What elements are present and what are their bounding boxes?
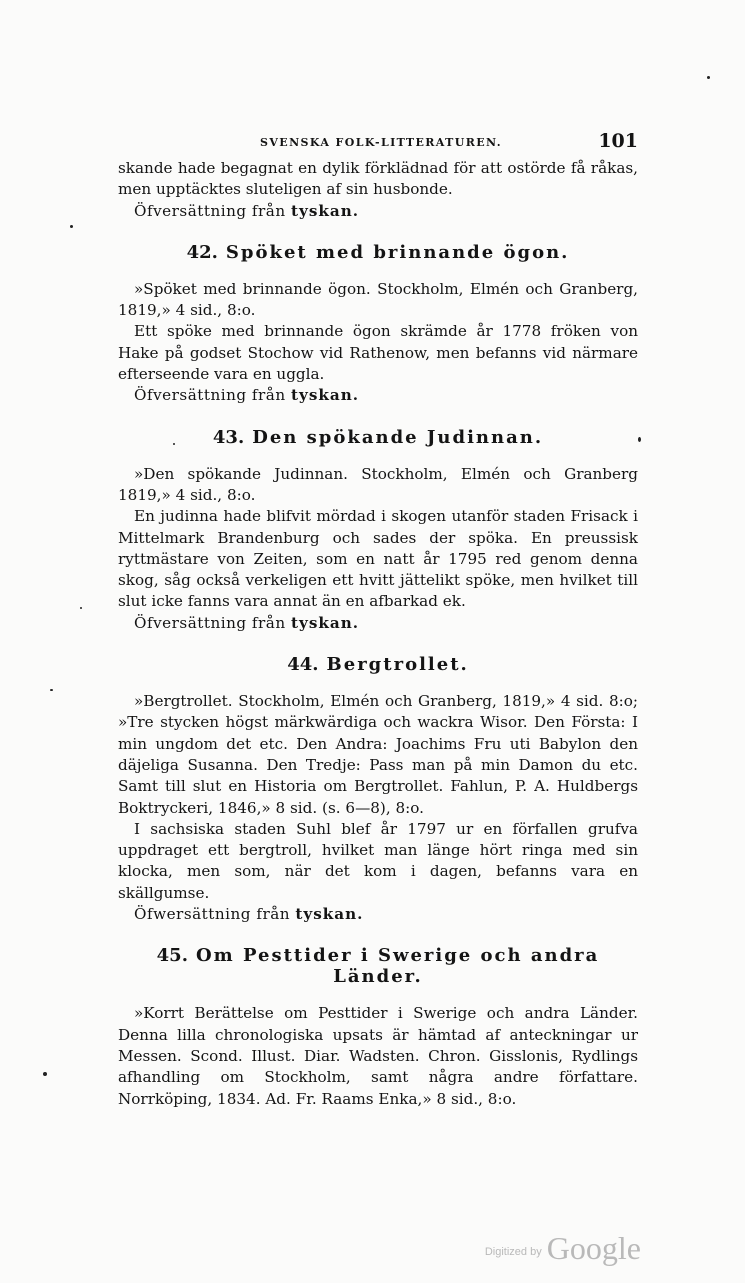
running-head: [118, 130, 638, 158]
body-paragraph: En judinna hade blifvit mördad i skogen utanför staden Frisack i Mittelmark Brandenburg och sades der spöka. En preussisk ryttmästare von Zeiten, som en natt år 1795 red genom denna skog, såg också verkeligen ett hvitt jättelikt spöke, men hvilket till slut icke fanns vara annat än en afbarkad ek.: [118, 507, 638, 611]
section-number: 45.: [156, 945, 188, 967]
margin-speck: [638, 437, 641, 442]
body-paragraph: »Bergtrollet. Stockholm, Elmén och Granberg, 1819,» 4 sid. 8:o; »Tre stycken högst märkwärdiga och wackra Wisor. Den Första: I min ungdom det etc. Den Andra: Joachims Fru uti Babylon den däjeliga Susanna. Den Tredje: Pass man på min Damon du etc. Samt till slut en Historia om Bergtrollet. Fahlun, P. A. Huldbergs Boktryckeri, 1846,» 8 sid. (s. 6—8), 8:o.: [118, 692, 638, 817]
body-paragraph: »Spöket med brinnande ögon. Stockholm, Elmén och Granberg, 1819,» 4 sid., 8:o.: [118, 279, 638, 320]
margin-speck: [173, 443, 175, 445]
translation-note: [118, 385, 638, 406]
section-heading: [118, 654, 638, 675]
translation-language: tyskan.: [290, 201, 360, 220]
book-page: [118, 130, 638, 1110]
translation-language: tyskan.: [290, 613, 360, 632]
section-title: Spöket med brinnande ögon.: [225, 241, 570, 263]
translation-prefix: Öfversättning från: [134, 201, 286, 220]
margin-speck: [80, 607, 82, 609]
translation-prefix: Öfwersättning från: [134, 905, 291, 924]
margin-speck: [43, 1072, 47, 1076]
watermark-prefix: Digitized by: [484, 1246, 542, 1258]
digitized-by-google-watermark: [485, 1230, 641, 1267]
margin-speck: [50, 689, 53, 691]
section-number: 42.: [186, 241, 218, 263]
section-title: Om Pesttider i Swerige och andra Länder.: [195, 945, 600, 988]
section-heading: [118, 242, 638, 263]
section-title: Bergtrollet.: [326, 654, 469, 676]
body-paragraph: Ett spöke med brinnande ögon skrämde år 1778 fröken von Hake på godset Stochow vid Rathenow, men befanns vid närmare efterseende vara en uggla.: [118, 322, 638, 384]
body-paragraph: »Den spökande Judinnan. Stockholm, Elmén och Granberg 1819,» 4 sid., 8:o.: [118, 464, 638, 504]
body-paragraph: »Korrt Berättelse om Pesttider i Swerige och andra Länder. Denna lilla chronologiska upsats är hämtad af anteckningar ur Messen. Scond. Illust. Diar. Wadsten. Chron. Gisslonis, Rydlings afhandling om Stockholm, samt några andre författare. Norrköping, 1834. Ad. Fr. Raams Enka,» 8 sid., 8:o.: [118, 1004, 638, 1108]
section-heading: [118, 427, 638, 448]
body-paragraph: skande hade begagnat en dylik förklädnad för att ostörde få råkas, men upptäcktes sluteligen af sin husbonde.: [118, 159, 638, 199]
margin-speck: [70, 225, 73, 228]
running-title: SVENSKA FOLK-LITTERATUREN.: [260, 136, 502, 149]
translation-prefix: Öfversättning från: [134, 386, 286, 405]
section-number: 44.: [287, 654, 319, 676]
translation-note: [118, 201, 638, 222]
margin-speck: [707, 76, 710, 79]
body-paragraph: I sachsiska staden Suhl blef år 1797 ur en förfallen grufva uppdraget ett bergtroll, hvilket man länge hört ringa med sin klocka, men som, när det kom i dagen, befanns vara en skällgumse.: [118, 819, 638, 902]
translation-note: [118, 613, 638, 634]
watermark-logo: Google: [546, 1230, 641, 1266]
page-number: 101: [598, 130, 638, 152]
translation-language: tyskan.: [290, 386, 360, 405]
section-number: 43.: [212, 426, 245, 448]
translation-prefix: Öfversättning från: [134, 613, 286, 632]
translation-language: tyskan.: [295, 905, 364, 924]
section-title: Den spökande Judinnan.: [252, 426, 544, 448]
page-content: [118, 158, 638, 1110]
section-heading: [118, 945, 638, 987]
translation-note: [118, 904, 638, 925]
